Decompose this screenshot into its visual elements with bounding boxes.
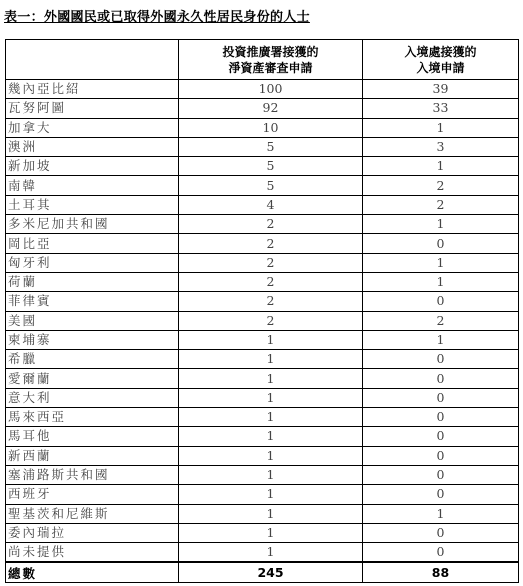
applications-table — [5, 39, 519, 583]
table-header-row — [6, 40, 519, 80]
table-row — [6, 118, 519, 137]
investment-cell: 2 — [179, 311, 363, 330]
investment-cell: 2 — [179, 215, 363, 234]
country-cell: 荷蘭 — [6, 272, 179, 291]
immigration-cell: 1 — [363, 330, 519, 349]
investment-cell: 5 — [179, 137, 363, 156]
country-cell: 馬來西亞 — [6, 408, 179, 427]
country-cell: 美國 — [6, 311, 179, 330]
investment-cell: 1 — [179, 543, 363, 563]
country-cell: 多米尼加共和國 — [6, 215, 179, 234]
country-cell: 新西蘭 — [6, 446, 179, 465]
investment-cell: 2 — [179, 253, 363, 272]
immigration-cell: 2 — [363, 176, 519, 195]
immigration-cell: 1 — [363, 118, 519, 137]
immigration-cell: 0 — [363, 465, 519, 484]
immigration-cell: 0 — [363, 427, 519, 446]
table-row — [6, 523, 519, 542]
table-row — [6, 311, 519, 330]
header-immigration: 入境處接獲的 入境申請 — [363, 40, 519, 80]
table-row — [6, 388, 519, 407]
country-cell: 馬耳他 — [6, 427, 179, 446]
table-row — [6, 330, 519, 349]
country-cell: 瓦努阿圖 — [6, 99, 179, 118]
country-cell: 匈牙利 — [6, 253, 179, 272]
country-cell: 聖基茨和尼維斯 — [6, 504, 179, 523]
page-title: 表一：外國國民或已取得外國永久性居民身份的人士 — [4, 10, 310, 25]
country-cell: 南韓 — [6, 176, 179, 195]
table-row — [6, 369, 519, 388]
table-row — [6, 80, 519, 99]
immigration-cell: 0 — [363, 350, 519, 369]
investment-cell: 1 — [179, 485, 363, 504]
investment-cell: 1 — [179, 504, 363, 523]
header-investment: 投資推廣署接獲的 淨資產審查申請 — [179, 40, 363, 80]
total-row — [6, 562, 519, 583]
investment-cell: 4 — [179, 195, 363, 214]
country-cell: 愛爾蘭 — [6, 369, 179, 388]
immigration-cell: 0 — [363, 485, 519, 504]
investment-cell: 92 — [179, 99, 363, 118]
immigration-cell: 2 — [363, 311, 519, 330]
investment-cell: 1 — [179, 408, 363, 427]
immigration-cell: 2 — [363, 195, 519, 214]
investment-cell: 1 — [179, 330, 363, 349]
immigration-cell: 1 — [363, 504, 519, 523]
investment-cell: 1 — [179, 523, 363, 542]
immigration-cell: 1 — [363, 253, 519, 272]
table-row — [6, 176, 519, 195]
table-row — [6, 446, 519, 465]
immigration-cell: 0 — [363, 388, 519, 407]
immigration-cell: 0 — [363, 446, 519, 465]
table-row — [6, 195, 519, 214]
table-row — [6, 234, 519, 253]
table-row — [6, 292, 519, 311]
immigration-cell: 0 — [363, 369, 519, 388]
country-cell: 西班牙 — [6, 485, 179, 504]
investment-cell: 10 — [179, 118, 363, 137]
table-row — [6, 427, 519, 446]
immigration-cell: 0 — [363, 543, 519, 563]
country-cell: 塞浦路斯共和國 — [6, 465, 179, 484]
country-cell: 岡比亞 — [6, 234, 179, 253]
total-investment: 245 — [179, 562, 363, 583]
investment-cell: 1 — [179, 350, 363, 369]
table-row — [6, 485, 519, 504]
investment-cell: 1 — [179, 369, 363, 388]
table-row — [6, 504, 519, 523]
country-cell: 澳洲 — [6, 137, 179, 156]
table-row — [6, 465, 519, 484]
country-cell: 尚未提供 — [6, 543, 179, 563]
country-cell: 幾內亞比紹 — [6, 80, 179, 99]
immigration-cell: 1 — [363, 215, 519, 234]
table-row — [6, 272, 519, 291]
investment-cell: 100 — [179, 80, 363, 99]
country-cell: 柬埔寨 — [6, 330, 179, 349]
table-row — [6, 350, 519, 369]
total-immigration: 88 — [363, 562, 519, 583]
immigration-cell: 33 — [363, 99, 519, 118]
country-cell: 加拿大 — [6, 118, 179, 137]
country-cell: 土耳其 — [6, 195, 179, 214]
table-body — [6, 80, 519, 563]
table-row — [6, 215, 519, 234]
immigration-cell: 1 — [363, 272, 519, 291]
investment-cell: 1 — [179, 446, 363, 465]
table-row — [6, 137, 519, 156]
country-cell: 希臘 — [6, 350, 179, 369]
table-row — [6, 543, 519, 563]
table-row — [6, 408, 519, 427]
investment-cell: 2 — [179, 272, 363, 291]
total-label: 總數 — [6, 562, 179, 583]
immigration-cell: 39 — [363, 80, 519, 99]
table-row — [6, 253, 519, 272]
investment-cell: 1 — [179, 388, 363, 407]
table-row — [6, 157, 519, 176]
investment-cell: 1 — [179, 427, 363, 446]
immigration-cell: 0 — [363, 292, 519, 311]
investment-cell: 5 — [179, 176, 363, 195]
investment-cell: 5 — [179, 157, 363, 176]
country-cell: 新加坡 — [6, 157, 179, 176]
table-row — [6, 99, 519, 118]
immigration-cell: 0 — [363, 408, 519, 427]
country-cell: 菲律賓 — [6, 292, 179, 311]
investment-cell: 2 — [179, 292, 363, 311]
country-cell: 委內瑞拉 — [6, 523, 179, 542]
immigration-cell: 0 — [363, 523, 519, 542]
header-country — [6, 40, 179, 80]
immigration-cell: 0 — [363, 234, 519, 253]
immigration-cell: 1 — [363, 157, 519, 176]
country-cell: 意大利 — [6, 388, 179, 407]
immigration-cell: 3 — [363, 137, 519, 156]
investment-cell: 2 — [179, 234, 363, 253]
investment-cell: 1 — [179, 465, 363, 484]
